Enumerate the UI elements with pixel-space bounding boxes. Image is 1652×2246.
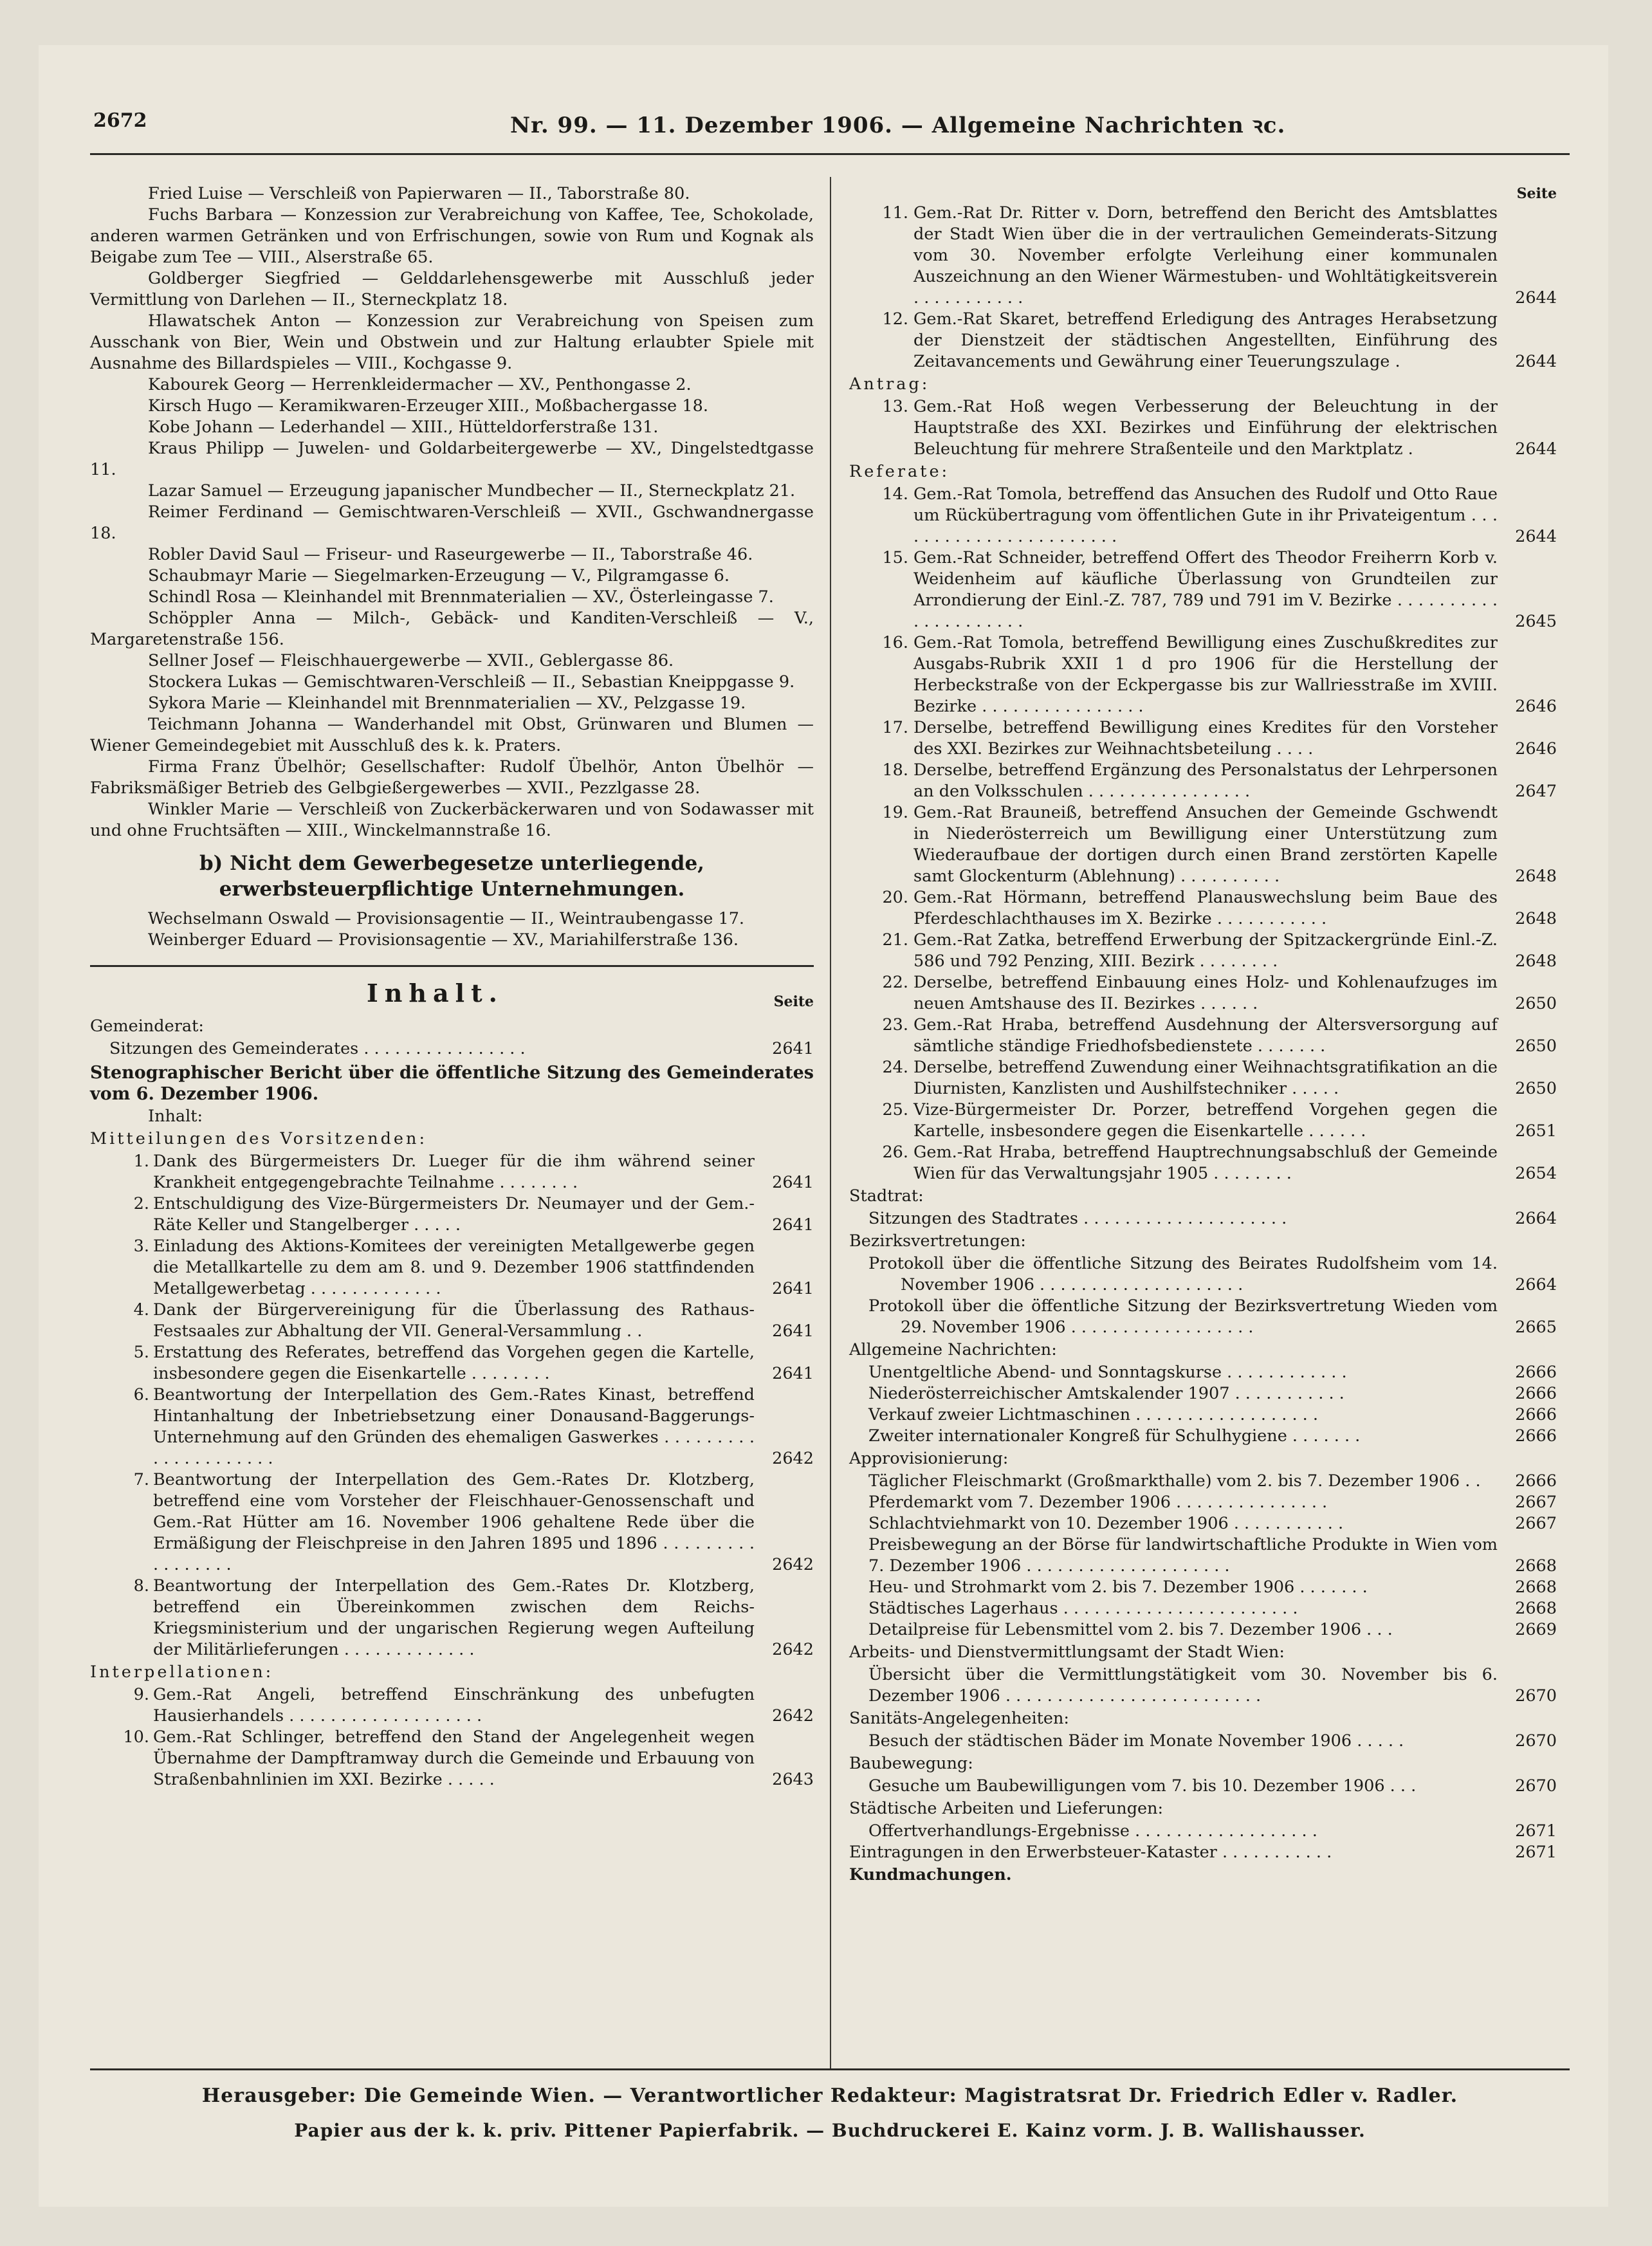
toc-entry	[849, 717, 1557, 760]
seite-label-right: Seite	[1516, 185, 1557, 202]
toc-entry	[90, 1038, 814, 1060]
toc-entry-label: Gem.-Rat Brauneiß, betreffend Ansuchen der Gemeinde Gschwendt in Niederösterreich um Bewilligung einer Unterstützung zum Wiederaufbaue der dortigen durch einen Brand zerstörten Kapelle samt Glockenturm (Ablehnung) . . . . . . . . . .	[913, 803, 1498, 886]
right-column	[849, 183, 1557, 1887]
toc-entry-number: 9.	[133, 1685, 149, 1704]
register-entry: Schöppler Anna — Milch-, Gebäck- und Kanditen-Verschleiß — V., Margaretenstraße 156.	[90, 609, 814, 649]
toc-entry-page: 2644	[1515, 352, 1557, 371]
toc-entry-page: 2641	[772, 1279, 814, 1298]
register-entry: Hlawatschek Anton — Konzession zur Verabreichung von Speisen zum Ausschank von Bier, Wein und Obstwein und zur Haltung erlaubter Spiele mit Ausnahme des Billardspieles — VIII., Kochgasse 9.	[90, 311, 814, 373]
toc-entry	[849, 1404, 1557, 1426]
toc-entry-text	[868, 972, 1498, 1015]
page-title: Nr. 99. — 11. Dezember 1906. — Allgemeine Nachrichten ꝛc.	[510, 113, 1286, 138]
referate-list	[849, 484, 1557, 1184]
inhalt-sublabel: Inhalt:	[148, 1107, 203, 1126]
toc-entry-text	[849, 1534, 1498, 1577]
toc-entry-text	[109, 1342, 755, 1385]
toc-entry-text	[109, 1151, 755, 1193]
toc-entry	[849, 1426, 1557, 1447]
toc-entry-label: Dank des Bürgermeisters Dr. Lueger für die ihm während seiner Krankheit entgegengebrachte Teilnahme . . . . . . . .	[153, 1152, 755, 1192]
inhalt-title: Inhalt.	[367, 979, 504, 1008]
section-rule	[90, 965, 814, 967]
toc-entry-label: Derselbe, betreffend Ergänzung des Personalstatus der Lehrpersonen an den Volksschulen . . . . . . . . . . . . . . . .	[913, 760, 1498, 801]
toc-entry-label: Gem.-Rat Hraba, betreffend Ausdehnung der Altersversorgung auf sämtliche ständige Friedhofsbedienstete . . . . . . .	[913, 1015, 1498, 1056]
toc-entry-label: Gesuche um Baubewilligungen vom 7. bis 10. Dezember 1906 . . .	[868, 1776, 1417, 1796]
register-entry: Fuchs Barbara — Konzession zur Verabreichung von Kaffee, Tee, Schokolade, anderen warmen Getränken und von Erfrischungen, sowie von Rum und Kognak als Beigabe zum Tee — VIII., Alserstraße 65.	[90, 205, 814, 267]
toc-entry-page: 2668	[1515, 1578, 1557, 1597]
toc-entry-label: Protokoll über die öffentliche Sitzung des Beirates Rudolfsheim vom 14. November 1906 . . . . . . . . . . . . . . . . . . . .	[868, 1254, 1498, 1294]
right-seite-row	[849, 183, 1557, 203]
toc-entry-text	[109, 1236, 755, 1300]
toc-entry-label: Derselbe, betreffend Einbauung eines Holz- und Kohlenaufzuges im neuen Amtshause des II. Bezirkes . . . . . .	[913, 973, 1498, 1013]
register-entry: Fried Luise — Verschleiß von Papierwaren — II., Taborstraße 80.	[148, 184, 690, 203]
toc-entry	[90, 1385, 814, 1469]
register-entry: Weinberger Eduard — Provisionsagentie — XV., Mariahilferstraße 136.	[148, 930, 739, 950]
allg-list	[849, 1362, 1557, 1447]
register-entry: Kraus Philipp — Juwelen- und Goldarbeitergewerbe — XV., Dingelstedtgasse 11.	[90, 439, 814, 479]
toc-entry-label: Zweiter internationaler Kongreß für Schulhygiene . . . . . . .	[868, 1426, 1361, 1446]
toc-entry-page: 2643	[772, 1770, 814, 1789]
interpellationen-label: Interpellationen:	[90, 1662, 274, 1682]
toc-entry-number: 18.	[882, 760, 908, 780]
toc-entry-number: 5.	[133, 1343, 149, 1362]
toc-entry-page: 2665	[1515, 1318, 1557, 1337]
toc-entry-page: 2644	[1515, 288, 1557, 308]
toc-entry-label: Heu- und Strohmarkt vom 2. bis 7. Dezember 1906 . . . . . . .	[868, 1578, 1368, 1597]
sanit-list	[849, 1731, 1557, 1752]
trade-register-list	[90, 183, 814, 842]
toc-entry-page: 2644	[1515, 527, 1557, 546]
toc-entry-page: 2667	[1515, 1514, 1557, 1533]
staedt-label: Städtische Arbeiten und Lieferungen:	[849, 1799, 1164, 1818]
toc-entry	[849, 972, 1557, 1015]
toc-entry-label: Gem.-Rat Schlinger, betreffend den Stand der Angelegenheit wegen Übernahme der Dampftramway durch die Gemeinde und Erbauung von Straßenbahnlinien im XXI. Bezirke . . . . .	[153, 1727, 755, 1789]
toc-entry-text	[109, 1300, 755, 1342]
register-entry: Stockera Lukas — Gemischtwaren-Verschleiß — II., Sebastian Kneippgasse 9.	[148, 672, 795, 692]
toc-entry-text	[849, 1208, 1498, 1229]
toc-entry-text	[849, 1492, 1498, 1513]
toc-entry	[849, 548, 1557, 632]
toc-entry	[849, 1142, 1557, 1184]
toc-entry	[849, 802, 1557, 887]
toc-entry-number: 24.	[882, 1058, 908, 1077]
section-b-heading: b) Nicht dem Gewerbegesetze unterliegende, erwerbsteuerpflichtige Unternehmungen.	[199, 852, 704, 901]
toc-entry-page: 2641	[772, 1039, 814, 1058]
toc-entry	[849, 1534, 1557, 1577]
toc-entry-label: Sitzungen des Stadtrates . . . . . . . . . . . . . . . . . . . .	[868, 1209, 1287, 1228]
toc-entry-page: 2666	[1515, 1426, 1557, 1446]
toc-entry-page: 2671	[1515, 1843, 1557, 1862]
bezirk-label: Bezirksvertretungen:	[849, 1231, 1026, 1251]
toc-entry-text	[868, 632, 1498, 717]
toc-entry	[849, 1598, 1557, 1619]
toc-entry-page: 2641	[772, 1215, 814, 1235]
toc-entry	[849, 1577, 1557, 1598]
stadtrat-label: Stadtrat:	[849, 1186, 924, 1206]
toc-entry-page: 2641	[772, 1364, 814, 1383]
toc-entry-label: Gem.-Rat Dr. Ritter v. Dorn, betreffend den Bericht des Amtsblattes der Stadt Wien über die in der vertraulichen Gemeinderats-Sitzung vom 30. November erfolgte Verleihung einer kommunalen Auszeichnung an den Wiener Wärmestuben- und Wohltätigkeitsverein . . . . . . . . . . .	[913, 203, 1498, 308]
toc-entry-label: Niederösterreichischer Amtskalender 1907 . . . . . . . . . . .	[868, 1384, 1345, 1403]
toc-entry-label: Protokoll über die öffentliche Sitzung der Bezirksvertretung Wieden vom 29. November 1906 . . . . . . . . . . . . . . . . . .	[868, 1296, 1498, 1337]
toc-entry-number: 25.	[882, 1100, 908, 1119]
toc-entry-label: Preisbewegung an der Börse für landwirtschaftliche Produkte in Wien vom 7. Dezember 1906 . . . . . . . . . . . . . . . . . . . .	[868, 1535, 1498, 1576]
toc-entry-page: 2668	[1515, 1556, 1557, 1576]
toc-entry-label: Derselbe, betreffend Bewilligung eines Kredites für den Vorsteher des XXI. Bezirkes zur Weihnachtsbeteilung . . . .	[913, 718, 1498, 759]
toc-entry	[849, 1100, 1557, 1142]
toc-entry-label: Täglicher Fleischmarkt (Großmarkthalle) vom 2. bis 7. Dezember 1906 . .	[868, 1471, 1481, 1491]
toc-entry-page: 2650	[1515, 994, 1557, 1013]
toc-entry-text	[849, 1821, 1498, 1842]
toc-entry-label: Einladung des Aktions-Komitees der vereinigten Metallgewerbe gegen die Metallkartelle zu dem am 8. und 9. Dezember 1906 stattfindenden Metallgewerbetag . . . . . . . . . . . . .	[153, 1237, 755, 1298]
bau-list	[849, 1776, 1557, 1797]
toc-entry-page: 2641	[772, 1321, 814, 1341]
toc-entry	[849, 309, 1557, 373]
register-entry: Firma Franz Übelhör; Gesellschafter: Rudolf Übelhör, Anton Übelhör — Fabriksmäßiger Betrieb des Gelbgießergewerbes — XVII., Pezzlgasse 28.	[90, 757, 814, 798]
toc-entry-number: 4.	[133, 1300, 149, 1320]
toc-entry-label: Gem.-Rat Hoß wegen Verbesserung der Beleuchtung in der Hauptstraße des XXI. Bezirkes und Einführung der elektrischen Beleuchtung für mehrere Straßenteile und den Marktplatz .	[913, 397, 1498, 459]
toc-entry-page: 2654	[1515, 1164, 1557, 1183]
toc-entry-text	[849, 1362, 1498, 1383]
toc-entry	[849, 1664, 1557, 1707]
toc-entry-number: 21.	[882, 930, 908, 950]
toc-entry	[849, 760, 1557, 802]
register-entry: Sykora Marie — Kleinhandel mit Brennmaterialien — XV., Pelzgasse 19.	[148, 694, 746, 713]
toc-entry-number: 11.	[882, 203, 908, 223]
header-rule	[90, 153, 1570, 155]
toc-entry-page: 2668	[1515, 1599, 1557, 1618]
register-entry: Teichmann Johanna — Wanderhandel mit Obst, Grünwaren und Blumen — Wiener Gemeindegebiet mit Ausschluß des k. k. Praters.	[90, 715, 814, 755]
toc-entry-page: 2646	[1515, 697, 1557, 716]
toc-entry-text: Eintragungen in den Erwerbsteuer-Kataster . . . . . . . . . . .	[849, 1843, 1332, 1862]
toc-entry	[849, 1208, 1557, 1229]
register-entry: Kabourek Georg — Herrenkleidermacher — XV., Penthongasse 2.	[148, 375, 692, 394]
arbeit-label: Arbeits- und Dienstvermittlungsamt der Stadt Wien:	[849, 1643, 1285, 1662]
toc-entry	[849, 930, 1557, 972]
toc-entry	[849, 1015, 1557, 1057]
toc-entry-label: Schlachtviehmarkt von 10. Dezember 1906 . . . . . . . . . . .	[868, 1514, 1344, 1533]
toc-entry-page: 2642	[772, 1449, 814, 1468]
toc-entry-number: 22.	[882, 973, 908, 992]
mitteilungen-label: Mitteilungen des Vorsitzenden:	[90, 1129, 428, 1148]
toc-entry	[849, 632, 1557, 717]
register-entry: Kobe Johann — Lederhandel — XIII., Hütteldorferstraße 131.	[148, 418, 659, 437]
mitteilungen-list	[90, 1151, 814, 1661]
toc-entry-label: Besuch der städtischen Bäder im Monate November 1906 . . . . .	[868, 1731, 1404, 1751]
allg-label: Allgemeine Nachrichten:	[849, 1340, 1057, 1359]
toc-entry-text	[868, 1057, 1498, 1100]
register-entry: Wechselmann Oswald — Provisionsagentie — II., Weintraubengasse 17.	[148, 909, 745, 928]
toc-entry	[849, 396, 1557, 460]
toc-entry-page: 2670	[1515, 1731, 1557, 1751]
toc-entry-page: 2667	[1515, 1493, 1557, 1512]
toc-entry-label: Beantwortung der Interpellation des Gem.-Rates Kinast, betreffend Hintanhaltung der Inbetriebsetzung einer Donausand-Baggerungs-Unternehmung auf den Gründen des ehemaligen Gaswerkes . . . . . . . . . . . . . . . . . . . . .	[153, 1385, 755, 1468]
toc-entry-label: Dank der Bürgervereinigung für die Überlassung des Rathaus-Festsaales zur Abhaltung der VII. General-Versammlung . .	[153, 1300, 755, 1341]
toc-entry	[849, 1383, 1557, 1404]
toc-entry-page: 2671	[1515, 1821, 1557, 1841]
toc-entry-page: 2648	[1515, 952, 1557, 971]
toc-entry-number: 1.	[133, 1152, 149, 1171]
toc-entry-label: Städtisches Lagerhaus . . . . . . . . . . . . . . . . . . . . . . .	[868, 1599, 1298, 1618]
toc-entry-number: 23.	[882, 1015, 908, 1035]
arbeit-list	[849, 1664, 1557, 1707]
column-divider	[830, 177, 831, 2068]
toc-entry-number: 6.	[133, 1385, 149, 1404]
toc-entry	[849, 1513, 1557, 1534]
toc-entry	[849, 1253, 1557, 1296]
toc-entry-page: 2666	[1515, 1384, 1557, 1403]
toc-entry-text	[849, 1731, 1498, 1752]
toc-entry-text	[849, 1471, 1498, 1492]
toc-entry-number: 16.	[882, 633, 908, 652]
toc-entry-label: Pferdemarkt vom 7. Dezember 1906 . . . . . . . . . . . . . . .	[868, 1493, 1328, 1512]
toc-entry-text	[849, 1619, 1498, 1641]
register-entry: Reimer Ferdinand — Gemischtwaren-Verschleiß — XVII., Gschwandnergasse 18.	[90, 502, 814, 543]
toc-entry-number: 7.	[133, 1470, 149, 1489]
page-number: 2672	[93, 109, 147, 132]
toc-entry-page: 2641	[772, 1173, 814, 1192]
toc-entry-text	[868, 484, 1498, 548]
toc-entry	[90, 1342, 814, 1385]
toc-entry	[849, 1731, 1557, 1752]
toc-entry-page: 2648	[1515, 909, 1557, 928]
toc-entry	[849, 203, 1557, 309]
toc-entry-number: 26.	[882, 1143, 908, 1162]
toc-entry	[90, 1469, 814, 1576]
toc-entry-text	[868, 802, 1498, 887]
bezirk-list	[849, 1253, 1557, 1338]
toc-entry-label: Gem.-Rat Schneider, betreffend Offert des Theodor Freiherrn Korb v. Weidenheim auf käufliche Überlassung von Grundteilen zur Arrondierung der Einl.-Z. 787, 789 und 791 im V. Bezirke . . . . . . . . . . . . . . . . . . . . .	[913, 548, 1498, 631]
stadtrat-list	[849, 1208, 1557, 1229]
toc-entry-label: Erstattung des Referates, betreffend das Vorgehen gegen die Kartelle, insbesondere gegen die Eisenkartelle . . . . . . . .	[153, 1343, 755, 1383]
toc-entry-text	[868, 1100, 1498, 1142]
toc-entry-text	[109, 1727, 755, 1790]
toc-entry-label: Gem.-Rat Angeli, betreffend Einschränkung des unbefugten Hausierhandels . . . . . . . . . . . . . . . . . . .	[153, 1685, 755, 1726]
toc-entry-label: Gem.-Rat Zatka, betreffend Erwerbung der Spitzackergründe Einl.-Z. 586 und 792 Penzing, XIII. Bezirk . . . . . . . .	[913, 930, 1498, 971]
toc-entry	[849, 1492, 1557, 1513]
toc-entry-page: 2670	[1515, 1686, 1557, 1706]
toc-entry-text	[849, 1296, 1498, 1338]
toc-entry-page: 2669	[1515, 1620, 1557, 1639]
toc-entry-text: Sitzungen des Gemeinderates . . . . . . . . . . . . . . . .	[109, 1039, 526, 1058]
toc-entry-number: 15.	[882, 548, 908, 567]
footer-rule	[90, 2068, 1570, 2070]
toc-entry-text	[868, 930, 1498, 972]
toc-entry-text	[109, 1469, 755, 1576]
register-entry: Schaubmayr Marie — Siegelmarken-Erzeugung — V., Pilgramgasse 6.	[148, 566, 730, 585]
toc-entry-label: Entschuldigung des Vize-Bürgermeisters Dr. Neumayer und der Gem.-Räte Keller und Stangelberger . . . . .	[153, 1194, 755, 1235]
sanit-label: Sanitäts-Angelegenheiten:	[849, 1709, 1070, 1728]
toc-entry-label: Gem.-Rat Skaret, betreffend Erledigung des Antrages Herabsetzung der Dienstzeit der städtischen Angestellten, Einführung des Zeitavancements und Gewährung einer Teuerungszulage .	[913, 309, 1498, 371]
toc-entry-label: Verkauf zweier Lichtmaschinen . . . . . . . . . . . . . . . . . .	[868, 1405, 1318, 1424]
toc-entry-page: 2664	[1515, 1209, 1557, 1228]
toc-entry-page: 2644	[1515, 439, 1557, 459]
toc-entry-label: Gem.-Rat Tomola, betreffend das Ansuchen des Rudolf und Otto Raue um Rückübertragung vom öffentlichen Gute in ihr Privateigentum . . . . . . . . . . . . . . . . . . . . . . .	[913, 484, 1498, 546]
toc-entry-text	[868, 760, 1498, 802]
toc-entry-label: Gem.-Rat Hraba, betreffend Hauptrechnungsabschluß der Gemeinde Wien für das Verwaltungsjahr 1905 . . . . . . . .	[913, 1143, 1498, 1183]
toc-entry	[849, 1296, 1557, 1338]
toc-entry	[849, 1362, 1557, 1383]
toc-entry-text	[109, 1385, 755, 1469]
toc-entry	[90, 1300, 814, 1342]
toc-entry-text	[849, 1776, 1498, 1797]
toc-entry-page: 2642	[772, 1706, 814, 1726]
toc-entry-text	[849, 1404, 1498, 1426]
toc-entry-text	[109, 1576, 755, 1661]
toc-entry-page: 2666	[1515, 1471, 1557, 1491]
toc-entry-text	[849, 1253, 1498, 1296]
toc-entry-number: 3.	[133, 1237, 149, 1256]
toc-entry	[849, 1057, 1557, 1100]
toc-entry-text	[849, 1664, 1498, 1707]
toc-entry-number: 8.	[133, 1576, 149, 1596]
toc-entry-page: 2642	[772, 1640, 814, 1659]
toc-entry-text	[849, 1577, 1498, 1598]
toc-entry-text	[868, 717, 1498, 760]
toc-entry	[849, 1821, 1557, 1842]
toc-entry-label: Gem.-Rat Tomola, betreffend Bewilligung eines Zuschußkredites zur Ausgabs-Rubrik XXII 1 d pro 1906 für die Herstellung der Herbeckstraße von der Eckpergasse bis zur Wallriesstraße im XVIII. Bezirke . . . . . . . . . . . . . . . .	[913, 633, 1498, 716]
register-entry: Sellner Josef — Fleischhauergewerbe — XVII., Geblergasse 86.	[148, 651, 674, 670]
toc-entry	[90, 1576, 814, 1661]
toc-entry-number: 13.	[882, 397, 908, 416]
toc-entry-page: 2664	[1515, 1275, 1557, 1294]
toc-entry-text	[868, 887, 1498, 930]
toc-entry	[90, 1684, 814, 1727]
kundmachungen-label: Kundmachungen.	[849, 1865, 1012, 1884]
toc-entry-text	[849, 1513, 1498, 1534]
toc-entry-text	[109, 1684, 755, 1727]
toc-entry-text	[868, 548, 1498, 632]
toc-entry-page: 2648	[1515, 867, 1557, 886]
toc-entry-label: Beantwortung der Interpellation des Gem.-Rates Dr. Klotzberg, betreffend eine vom Vorsteher der Fleischhauer-Genossenschaft und Gem.-Rat Hütter am 16. November 1906 gehaltene Rede über die Ermäßigung der Fleischpreise in den Jahren 1895 und 1896 . . . . . . . . . . . . . . . . .	[153, 1470, 755, 1574]
toc-entry-page: 2651	[1515, 1121, 1557, 1141]
toc-entry	[849, 1471, 1557, 1492]
toc-entry-label: Offertverhandlungs-Ergebnisse . . . . . . . . . . . . . . . . . .	[868, 1821, 1317, 1841]
referate-label: Referate:	[849, 462, 950, 481]
toc-entry-label: Übersicht über die Vermittlungstätigkeit vom 30. November bis 6. Dezember 1906 . . . . . . . . . . . . . . . . . . . . . . . . .	[868, 1665, 1498, 1706]
toc-entry-page: 2666	[1515, 1363, 1557, 1382]
left-column	[90, 183, 814, 1790]
toc-entry-number: 10.	[123, 1727, 149, 1747]
toc-entry-label: Unentgeltliche Abend- und Sonntagskurse . . . . . . . . . . . .	[868, 1363, 1347, 1382]
toc-entry-text	[868, 1142, 1498, 1184]
toc-entry	[849, 1842, 1557, 1863]
toc-entry-page: 2647	[1515, 782, 1557, 801]
toc-entry-number: 2.	[133, 1194, 149, 1213]
antrag-label: Antrag:	[849, 374, 930, 394]
toc-entry-text	[849, 1426, 1498, 1447]
toc-entry	[849, 484, 1557, 548]
toc-entry-page: 2642	[772, 1555, 814, 1574]
register-entry: Kirsch Hugo — Keramikwaren-Erzeuger XIII., Moßbachergasse 18.	[148, 396, 708, 416]
toc-entry-text	[868, 396, 1498, 460]
toc-entry	[849, 1619, 1557, 1641]
gemeinderat-label: Gemeinderat:	[90, 1017, 204, 1036]
section-b-list	[90, 908, 814, 951]
register-entry: Schindl Rosa — Kleinhandel mit Brennmaterialien — XV., Österleingasse 7.	[148, 587, 774, 607]
approv-list	[849, 1471, 1557, 1641]
register-entry: Lazar Samuel — Erzeugung japanischer Mundbecher — II., Sterneckplatz 21.	[148, 481, 796, 501]
toc-entry-page: 2650	[1515, 1036, 1557, 1056]
toc-entry	[849, 1776, 1557, 1797]
register-entry: Goldberger Siegfried — Gelddarlehensgewerbe mit Ausschluß jeder Vermittlung von Darlehen — II., Sterneckplatz 18.	[90, 269, 814, 309]
toc-entry-label: Derselbe, betreffend Zuwendung einer Weihnachtsgratifikation an die Diurnisten, Kanzlisten und Aushilfstechniker . . . . .	[913, 1058, 1498, 1098]
toc-entry	[90, 1193, 814, 1236]
toc-entry-text	[109, 1193, 755, 1236]
steno-heading: Stenographischer Bericht über die öffentliche Sitzung des Gemeinderates vom 6. Dezember 1906.	[90, 1063, 814, 1104]
approv-label: Approvisionierung:	[849, 1449, 1009, 1468]
toc-entry-number: 14.	[882, 484, 908, 504]
bau-label: Baubewegung:	[849, 1754, 973, 1773]
toc-entry-number: 20.	[882, 888, 908, 907]
toc-entry-page: 2650	[1515, 1079, 1557, 1098]
toc-entry-page: 2670	[1515, 1776, 1557, 1796]
toc-entry-page: 2645	[1515, 612, 1557, 631]
toc-entry	[849, 887, 1557, 930]
toc-entry-number: 17.	[882, 718, 908, 737]
toc-entry-text	[868, 309, 1498, 373]
toc-entry-number: 12.	[882, 309, 908, 329]
interpellationen-list	[90, 1684, 814, 1790]
toc-entry-text	[849, 1598, 1498, 1619]
toc-entry-page: 2646	[1515, 739, 1557, 759]
seite-label: Seite	[773, 993, 814, 1010]
toc-entry-text	[868, 1015, 1498, 1057]
toc-entry	[90, 1727, 814, 1790]
toc-entry-label: Gem.-Rat Hörmann, betreffend Planauswechslung beim Baue des Pferdeschlachthauses im X. Bezirke . . . . . . . . . . .	[913, 888, 1498, 928]
imprint-line-2: Papier aus der k. k. priv. Pittener Papierfabrik. — Buchdruckerei E. Kainz vorm. J. B. Wallishausser.	[294, 2120, 1366, 2141]
register-entry: Robler David Saul — Friseur- und Raseurgewerbe — II., Taborstraße 46.	[148, 545, 753, 564]
toc-entry-text	[849, 1383, 1498, 1404]
toc-entry-label: Vize-Bürgermeister Dr. Porzer, betreffend Vorgehen gegen die Kartelle, insbesondere gegen die Eisenkartelle . . . . . .	[913, 1100, 1498, 1141]
interpellationen-cont-list	[849, 203, 1557, 373]
toc-entry-label: Beantwortung der Interpellation des Gem.-Rates Dr. Klotzberg, betreffend ein Übereinkommen zwischen dem Reichs-Kriegsministerium und der ungarischen Regierung wegen Aufteilung der Militärlieferungen . . . . . . . . . . . . .	[153, 1576, 755, 1659]
toc-entry-number: 19.	[882, 803, 908, 822]
page-header	[93, 109, 1566, 148]
imprint-line-1: Herausgeber: Die Gemeinde Wien. — Verantwortlicher Redakteur: Magistratsrat Dr. Friedrich Edler v. Radler.	[201, 2085, 1458, 2107]
toc-entry-page: 2666	[1515, 1405, 1557, 1424]
staedt-list	[849, 1821, 1557, 1842]
inhalt-title-row	[90, 979, 814, 1015]
toc-entry	[90, 1236, 814, 1300]
register-entry: Winkler Marie — Verschleiß von Zuckerbäckerwaren und von Sodawasser mit und ohne Fruchtsäften — XIII., Winckelmannstraße 16.	[90, 800, 814, 840]
antrag-list	[849, 396, 1557, 460]
toc-entry-label: Detailpreise für Lebensmittel vom 2. bis 7. Dezember 1906 . . .	[868, 1620, 1393, 1639]
toc-entry-text	[868, 203, 1498, 309]
toc-entry	[90, 1151, 814, 1193]
